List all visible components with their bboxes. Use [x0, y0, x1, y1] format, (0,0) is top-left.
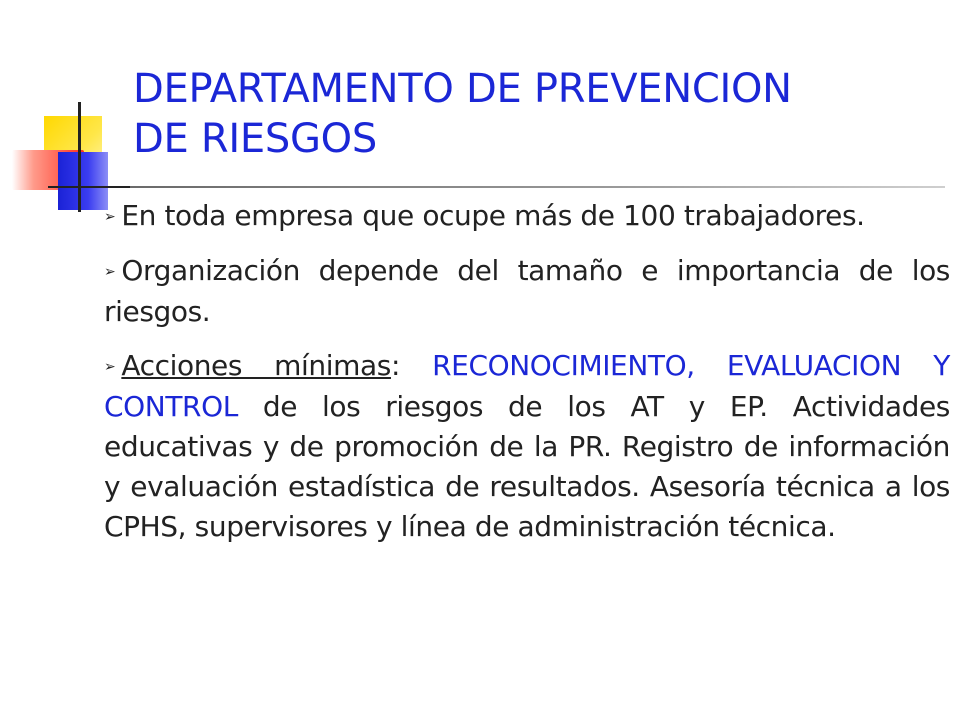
arrow-bullet-icon: ➢ [104, 359, 116, 375]
bullet-text: En toda empresa que ocupe más de 100 trabajadores. [121, 199, 865, 232]
bullet-item [104, 251, 950, 332]
title-line-2: DE RIESGOS [133, 116, 377, 162]
vertical-line [78, 102, 81, 212]
bullet-text: de los riesgos de los AT y EP. Actividades educativas y de promoción de la PR. Registro de información y evaluación estadística de resultados. Asesoría técnica a los CPHS, supervisores y línea de administración técnica. [104, 390, 950, 543]
arrow-bullet-icon: ➢ [104, 209, 116, 225]
arrow-bullet-icon: ➢ [104, 264, 116, 280]
bullet-list [104, 196, 950, 561]
bullet-underlined-label: Acciones mínimas [121, 349, 391, 382]
bullet-colon: : [390, 349, 401, 382]
title-underline-rule [130, 186, 945, 188]
title-line-1: DEPARTAMENTO DE PREVENCION [133, 66, 792, 112]
bullet-text: Organización depende del tamaño e importancia de los riesgos. [104, 254, 950, 328]
bullet-item [104, 196, 950, 237]
slide-title [133, 64, 933, 164]
blue-square-shape [58, 152, 108, 210]
bullet-item [104, 346, 950, 547]
bullet-highlight-text: RECONOCIMIENTO, EVALUACION Y CONTROL [104, 349, 950, 423]
